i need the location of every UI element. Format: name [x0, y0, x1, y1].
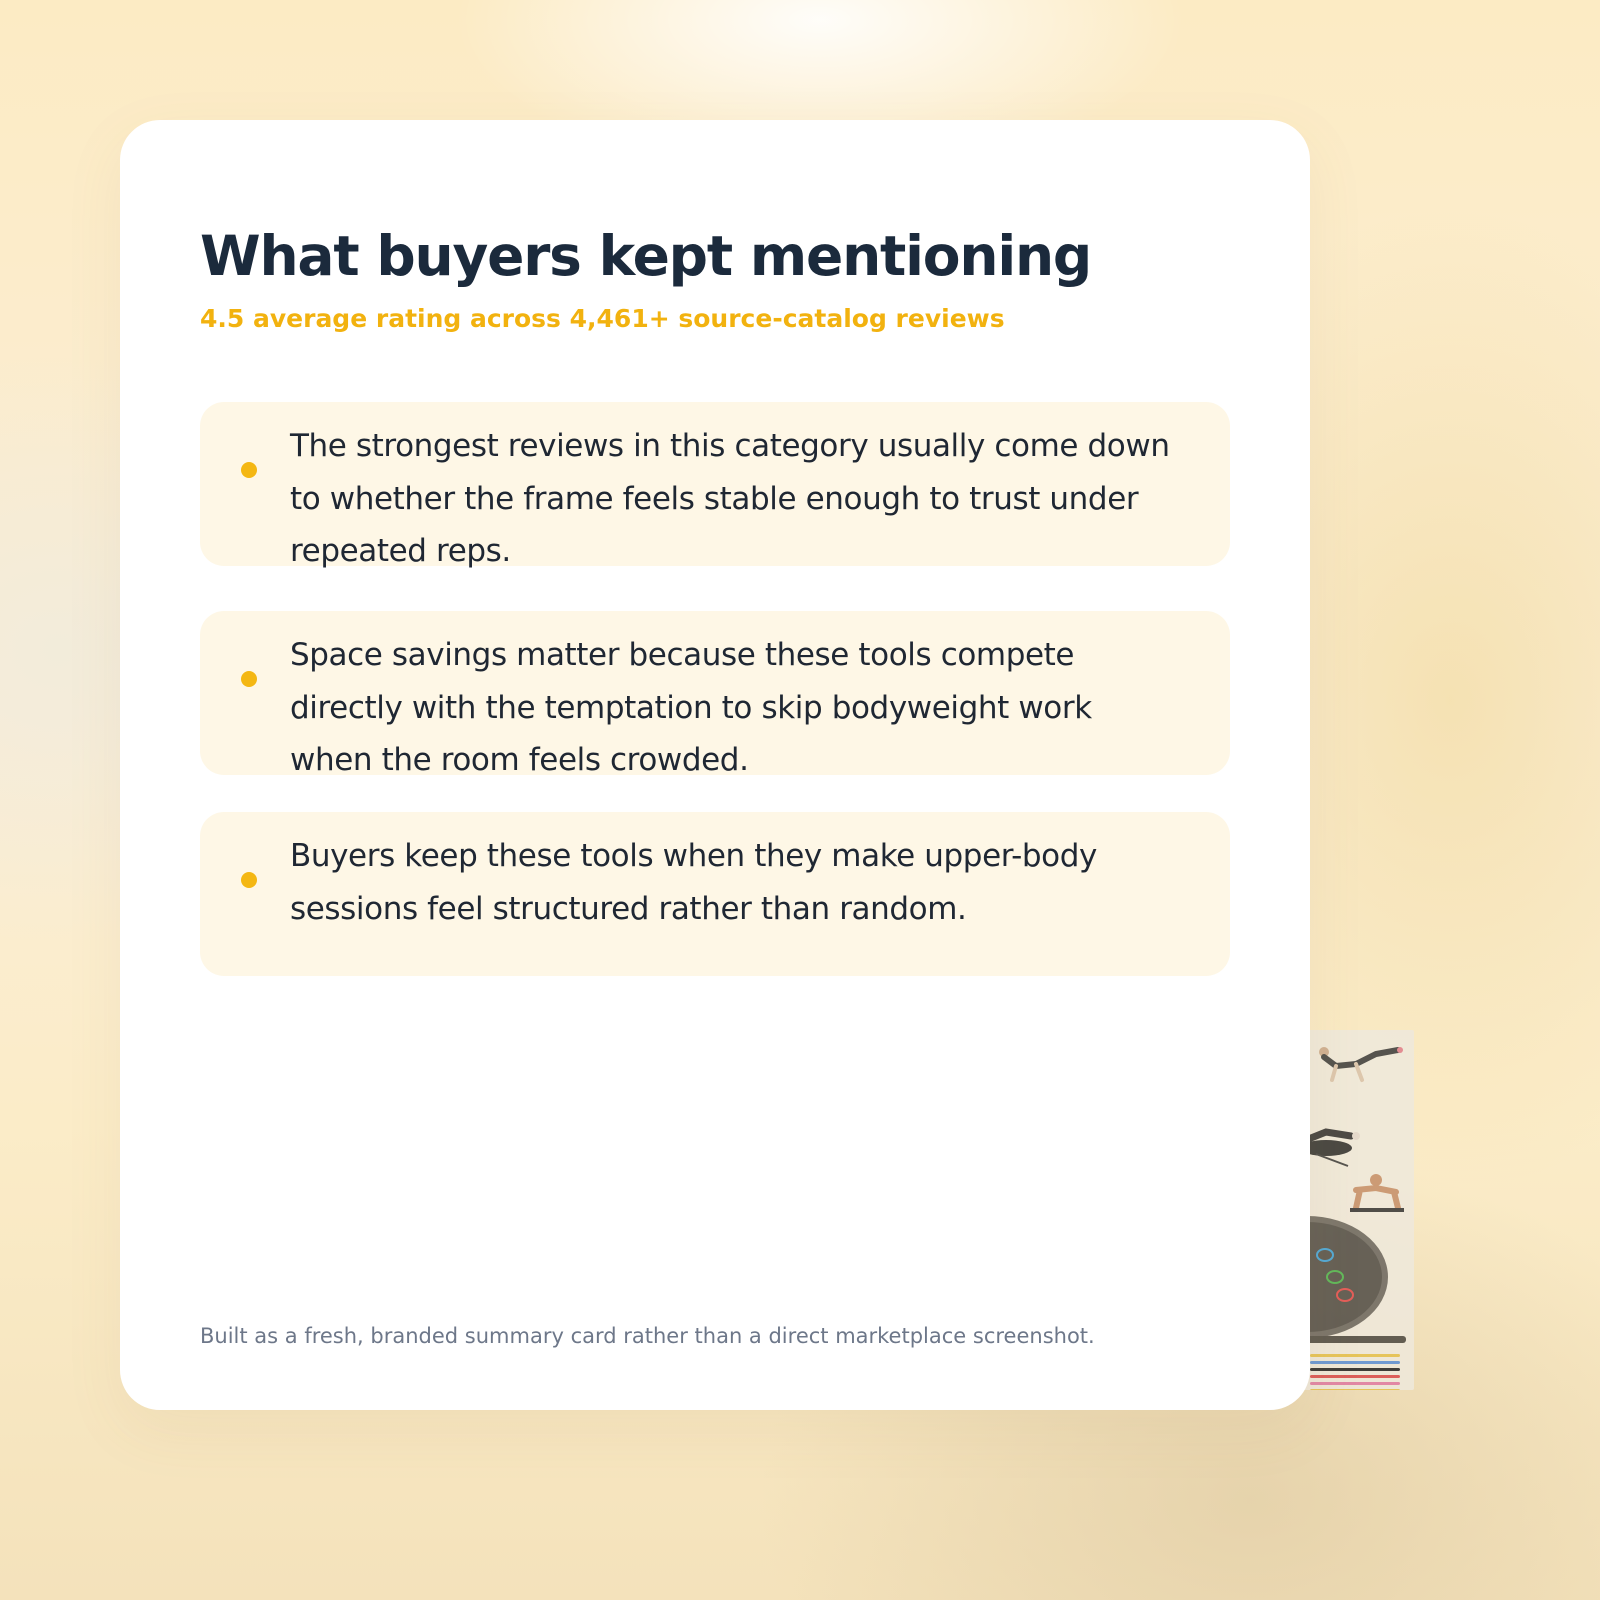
handle-bar-image — [1306, 1336, 1406, 1343]
review-point-text: Space savings matter because these tools compete directly with the temptation to skip bodyweight work when the room feels crowded. — [290, 637, 1092, 778]
review-points-list — [200, 402, 1230, 976]
card-title: What buyers kept mentioning — [200, 224, 1092, 288]
summary-card — [120, 120, 1310, 1410]
exercise-figure-image — [1306, 1044, 1406, 1084]
review-point — [200, 402, 1230, 569]
bullet-dot-icon — [241, 872, 257, 888]
card-footer-note: Built as a fresh, branded summary card rather than a direct marketplace screenshot. — [200, 1324, 1095, 1348]
exercise-figure-image — [1336, 1170, 1406, 1214]
resistance-bands-image — [1310, 1350, 1400, 1390]
bullet-dot-icon — [241, 671, 257, 687]
bullet-dot-icon — [241, 462, 257, 478]
review-point — [200, 611, 1230, 778]
review-point-text: The strongest reviews in this category usually come down to whether the frame feels stable enough to trust under repeated reps. — [290, 428, 1170, 569]
rating-summary: 4.5 average rating across 4,461+ source-catalog reviews — [200, 304, 1005, 333]
review-point — [200, 812, 1230, 976]
review-point-text: Buyers keep these tools when they make upper-body sessions feel structured rather than random. — [290, 838, 1097, 927]
